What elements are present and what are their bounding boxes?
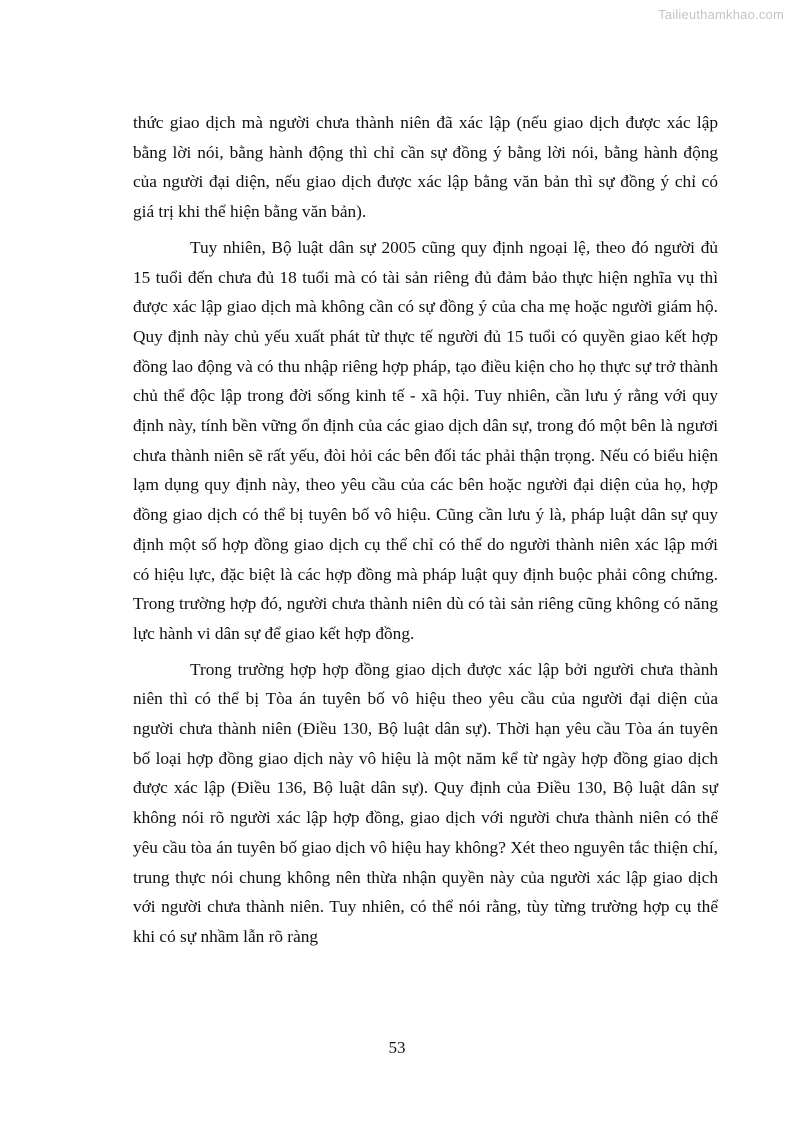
page-body — [133, 108, 718, 952]
watermark-text: Tailieuthamkhao.com — [658, 7, 784, 22]
paragraph-exception-rule: Tuy nhiên, Bộ luật dân sự 2005 cũng quy định ngoại lệ, theo đó người đủ 15 tuổi đến chưa đủ 18 tuổi mà có tài sản riêng đủ đảm bảo thực hiện nghĩa vụ thì được xác lập giao dịch mà không cần có sự đồng ý của cha mẹ hoặc người giám hộ. Quy định này chủ yếu xuất phát từ thực tế người đủ 15 tuổi có quyền giao kết hợp đồng lao động và có thu nhập riêng hợp pháp, tạo điều kiện cho họ thực sự trở thành chủ thể độc lập trong đời sống kinh tế - xã hội. Tuy nhiên, cần lưu ý rằng với quy định này, tính bền vững ổn định của các giao dịch dân sự, trong đó một bên là ngươi chưa thành niên sẽ rất yếu, đòi hỏi các bên đối tác phải thận trọng. Nếu có biểu hiện lạm dụng quy định này, theo yêu cầu của các bên hoặc người đại diện của họ, hợp đồng giao dịch có thể bị tuyên bố vô hiệu. Cũng cần lưu ý là, pháp luật dân sự quy định một số hợp đồng giao dịch cụ thể chỉ có thể do người thành niên xác lập mới có hiệu lực, đặc biệt là các hợp đồng mà pháp luật quy định buộc phải công chứng. Trong trường hợp đó, người chưa thành niên dù có tài sản riêng cũng không có năng lực hành vi dân sự để giao kết hợp đồng. — [133, 237, 718, 643]
page-number: 53 — [388, 1038, 406, 1057]
paragraph-invalidation: Trong trường hợp hợp đồng giao dịch được xác lập bởi người chưa thành niên thì có thể bị Tòa án tuyên bố vô hiệu theo yêu cầu của người đại diện của người chưa thành niên (Điều 130, Bộ luật dân sự). Thời hạn yêu cầu Tòa án tuyên bố loại hợp đồng giao dịch này vô hiệu là một năm kể từ ngày hợp đồng giao dịch được xác lập (Điều 136, Bộ luật dân sự). Quy định của Điều 130, Bộ luật dân sự không nói rõ người xác lập hợp đồng, giao dịch với người chưa thành niên có thể yêu cầu tòa án tuyên bố giao dịch vô hiệu hay không? Xét theo nguyên tắc thiện chí, trung thực nói chung không nên thừa nhận quyền này của người xác lập giao dịch với người chưa thành niên. Tuy nhiên, có thể nói rằng, tùy từng trường hợp cụ thể khi có sự nhầm lẫn rõ ràng — [133, 659, 718, 946]
paragraph-continuation: thức giao dịch mà người chưa thành niên đã xác lập (nếu giao dịch được xác lập bằng lời nói, bằng hành động thì chỉ cần sự đồng ý bằng lời nói, bằng hành động của người đại diện, nếu giao dịch được xác lập bằng văn bản thì sự đồng ý chỉ có giá trị khi thể hiện bằng văn bản). — [133, 113, 718, 222]
